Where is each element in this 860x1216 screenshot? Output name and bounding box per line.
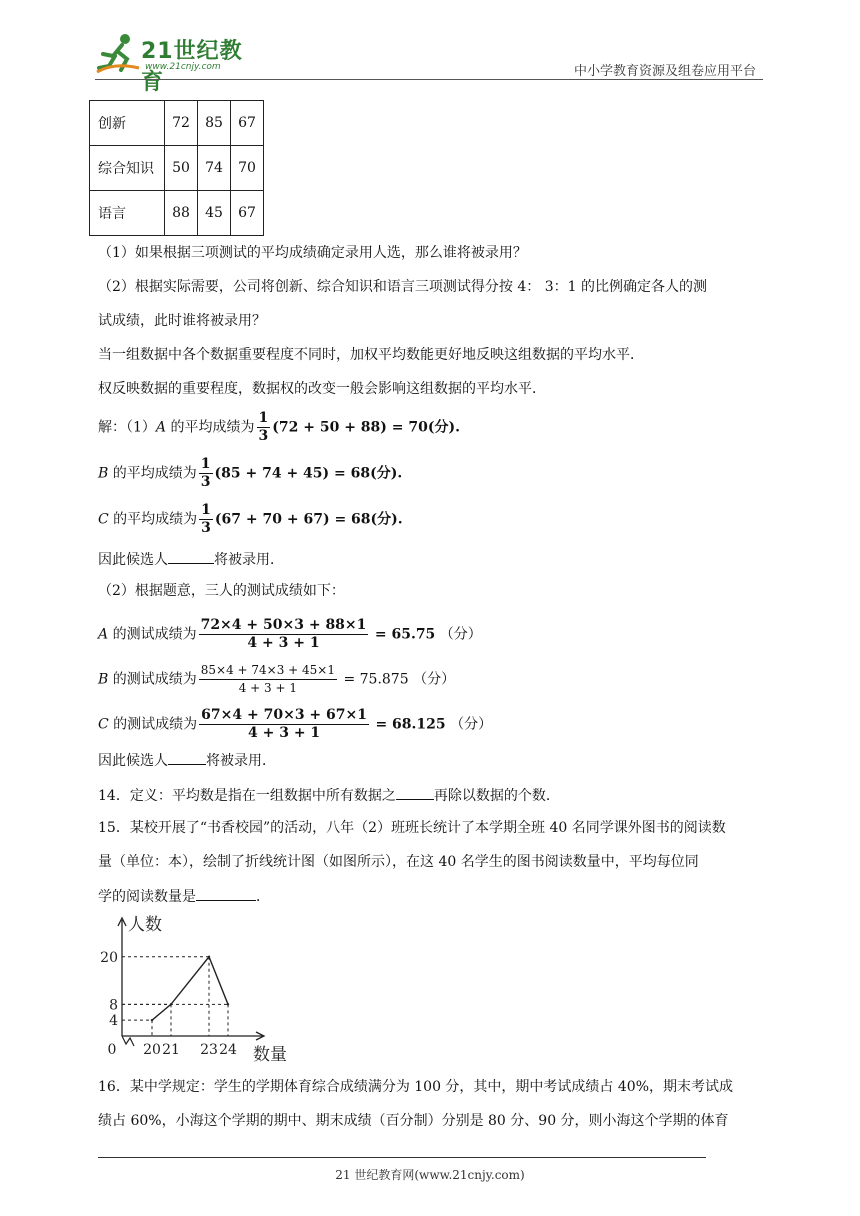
- candidate-label: C: [98, 511, 109, 528]
- weighted-result: = 68.125: [375, 716, 446, 733]
- question-15-line-1: 15．某校开展了“书香校园”的活动，八年（2）班班长统计了本学期全班 40 名同学课外图书的阅读数: [98, 820, 726, 836]
- question-part-2: （2）根据实际需要，公司将创新、综合知识和语言三项测试得分按 4： 3：1 的比例确定各人的测: [98, 279, 707, 295]
- x-tick-label: 24: [219, 1042, 237, 1058]
- fraction: [199, 456, 213, 491]
- test-text: 的测试成绩为: [108, 671, 197, 688]
- solution-a-weighted: [98, 617, 482, 652]
- logo-text: 21世纪教育: [141, 39, 243, 95]
- table-cell: 50: [165, 146, 198, 191]
- data-point: [227, 1003, 229, 1005]
- origin-label: 0: [107, 1042, 117, 1058]
- question-14: [98, 785, 560, 806]
- frac-den: 4 + 3 + 1: [247, 725, 321, 741]
- table-row: [90, 146, 264, 191]
- frac-den: 3: [200, 474, 211, 490]
- avg-expression: (67 + 70 + 67) = 68(分).: [214, 511, 403, 528]
- candidate-label: B: [98, 465, 109, 482]
- question-14-suffix: 再除以数据的个数．: [433, 788, 560, 804]
- table-cell: 74: [198, 146, 231, 191]
- table-cell: 综合知识: [90, 146, 165, 191]
- table-row: [90, 191, 264, 236]
- table-cell: 72: [165, 101, 198, 146]
- unit: （分）: [439, 626, 482, 643]
- conclusion-suffix: 将被录用．: [214, 552, 284, 568]
- frac-den: 3: [201, 520, 211, 536]
- conclusion-2: [98, 750, 276, 771]
- test-text: 的测试成绩为: [108, 716, 198, 733]
- conclusion-prefix: 因此候选人: [98, 552, 168, 568]
- frac-den: 3: [258, 428, 269, 444]
- data-point: [170, 1003, 172, 1005]
- table-cell: 85: [198, 101, 231, 146]
- frac-num: 1: [201, 502, 211, 518]
- table-cell: 88: [165, 191, 198, 236]
- footer-text: 21 世纪教育网(www.21cnjy.com): [335, 1168, 525, 1182]
- conclusion-suffix: 将被录用．: [206, 753, 276, 769]
- conclusion-prefix: 因此候选人: [98, 753, 168, 769]
- table-cell: 语言: [90, 191, 165, 236]
- x-tick-label: 20: [143, 1042, 161, 1058]
- avg-expression: (72 + 50 + 88) = 70(分).: [272, 419, 460, 436]
- frac-den: 4 + 3 + 1: [247, 635, 320, 651]
- fraction: [199, 502, 213, 537]
- question-16-line-2: 绩占 60%，小海这个学期的期中、期末成绩（百分制）分别是 80 分、90 分，则小海这个学期的体育: [98, 1113, 729, 1129]
- candidate-label: C: [98, 716, 109, 733]
- question-part-2-cont: 试成绩，此时谁将被录用？: [98, 313, 266, 329]
- site-tagline: 中小学教育资源及组卷应用平台: [574, 64, 757, 79]
- y-tick-label: 20: [100, 949, 118, 966]
- answer-blank: [168, 750, 206, 765]
- header-rule: [95, 79, 763, 80]
- table-cell: 创新: [90, 101, 165, 146]
- avg-expression: (85 + 74 + 45) = 68(分).: [214, 465, 403, 482]
- data-series-line: [152, 957, 228, 1020]
- weighted-result: = 65.75: [374, 626, 436, 643]
- frac-num: 1: [200, 456, 211, 472]
- reading-line-chart: [95, 910, 305, 1065]
- table-cell: 67: [231, 191, 264, 236]
- x-axis-label: 数量: [253, 1045, 287, 1065]
- question-14-prefix: 14．定义：平均数是指在一组数据中所有数据之: [98, 788, 396, 804]
- solution-c-weighted: [98, 707, 492, 742]
- candidate-label: B: [98, 671, 109, 688]
- answer-blank: [396, 785, 434, 800]
- candidate-label: A: [155, 419, 167, 436]
- question-15-line-3: [98, 886, 270, 907]
- test-text: 的测试成绩为: [108, 626, 197, 643]
- fraction: [257, 410, 271, 445]
- answer-blank: [196, 886, 256, 901]
- solution-part-2-intro: （2）根据题意，三人的测试成绩如下：: [98, 583, 345, 599]
- question-15-prefix: 学的阅读数量是: [98, 889, 196, 905]
- x-tick-label: 21: [162, 1042, 180, 1058]
- avg-text: 的平均成绩为: [108, 465, 197, 482]
- frac-num: 1: [258, 410, 269, 426]
- logo-url: www.21cnjy.com: [145, 62, 221, 72]
- frac-den: 4 + 3 + 1: [238, 681, 298, 695]
- solution-b-average: [98, 456, 402, 491]
- question-15-line-2: 量（单位：本），绘制了折线统计图（如图所示），在这 40 名学生的图书阅读数量中，平均每位同: [98, 854, 699, 870]
- conclusion-1: [98, 549, 284, 570]
- fraction: [199, 662, 337, 697]
- site-logo: [95, 32, 260, 95]
- solution-a-average: [98, 410, 460, 445]
- frac-num: 85×4 + 74×3 + 45×1: [199, 662, 337, 680]
- runner-logo-icon: [95, 32, 143, 76]
- axis-break-icon: [122, 1036, 134, 1046]
- y-axis-label: 人数: [128, 915, 162, 935]
- answer-blank: [168, 549, 214, 564]
- y-tick-label: 4: [109, 1013, 118, 1030]
- weighted-result: = 75.875: [343, 671, 409, 688]
- score-table: [89, 100, 264, 236]
- candidate-label: A: [98, 626, 109, 643]
- unit: （分）: [450, 716, 493, 733]
- fraction: [199, 617, 369, 652]
- table-row: [90, 101, 264, 146]
- x-tick-label: 23: [200, 1042, 218, 1058]
- data-point: [151, 1019, 153, 1021]
- fraction: [199, 707, 369, 742]
- table-cell: 70: [231, 146, 264, 191]
- note-line-1: 当一组数据中各个数据重要程度不同时，加权平均数能更好地反映这组数据的平均水平．: [98, 347, 644, 363]
- unit: （分）: [413, 671, 456, 688]
- avg-text: 的平均成绩为: [166, 419, 255, 436]
- question-16-line-1: 16．某中学规定：学生的学期体育综合成绩满分为 100 分，其中，期中考试成绩占 40%，期末考试成: [98, 1079, 734, 1095]
- table-cell: 67: [231, 101, 264, 146]
- solution-b-weighted: [98, 662, 455, 697]
- note-line-2: 权反映数据的重要程度，数据权的改变一般会影响这组数据的平均水平．: [98, 381, 546, 397]
- solution-c-average: [98, 502, 403, 537]
- y-tick-label: 8: [109, 997, 118, 1014]
- data-point: [208, 956, 210, 958]
- frac-num: 67×4 + 70×3 + 67×1: [201, 707, 367, 723]
- frac-num: 72×4 + 50×3 + 88×1: [200, 617, 367, 633]
- question-part-1: （1）如果根据三项测试的平均成绩确定录用人选，那么谁将被录用？: [98, 245, 527, 261]
- avg-text: 的平均成绩为: [108, 511, 198, 528]
- solution-prefix: 解：（1）: [98, 419, 156, 436]
- table-cell: 45: [198, 191, 231, 236]
- question-15-suffix: ．: [256, 889, 270, 905]
- footer-rule: [98, 1157, 706, 1158]
